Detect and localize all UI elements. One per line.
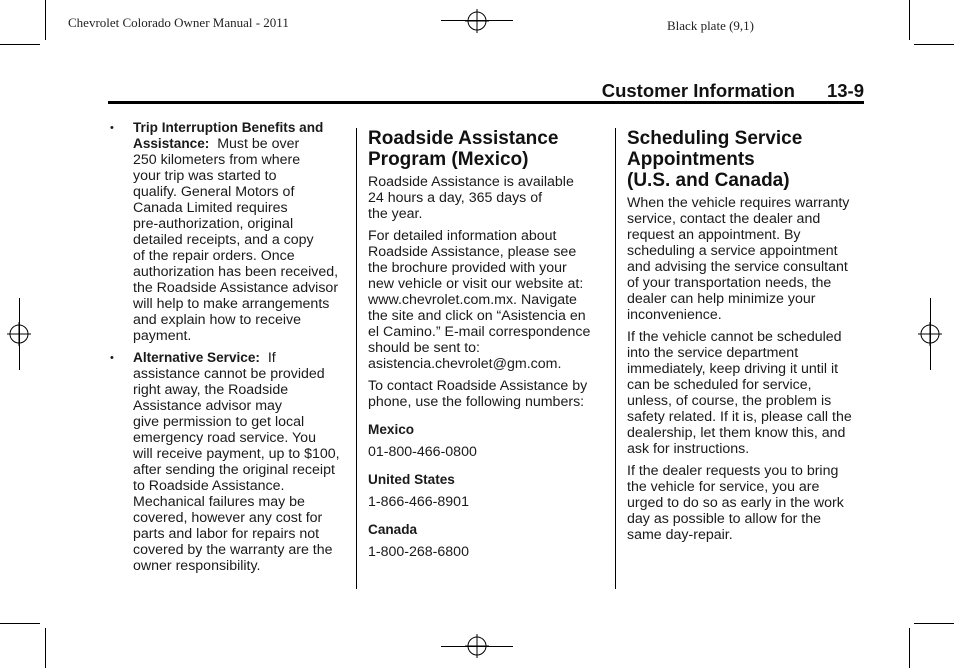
paragraph	[368, 174, 604, 222]
text-line: authorization has been received,	[133, 264, 339, 280]
text-line: dealership, let them know this, and	[627, 425, 846, 441]
column-middle	[368, 120, 604, 568]
bullet-icon: •	[110, 352, 114, 364]
registration-mark-icon	[7, 322, 31, 346]
text-line: el Camino.” E-mail correspondence	[368, 324, 591, 340]
text-line: If the vehicle cannot be scheduled	[627, 329, 842, 345]
text-line: covered by the warranty are the	[133, 542, 333, 558]
text-line: Canada Limited requires	[133, 200, 288, 216]
text-line: give permission to get local	[133, 414, 305, 430]
heading-line: Appointments	[627, 149, 755, 170]
crop-mark	[914, 623, 954, 624]
phone-label-mexico: Mexico	[368, 422, 415, 437]
text-line: right away, the Roadside	[133, 382, 289, 398]
running-head	[602, 80, 864, 102]
text-line: can be scheduled for service,	[627, 377, 812, 393]
text-line: If the dealer requests you to bring	[627, 463, 839, 479]
text-line: safety related. If it is, please call the	[627, 409, 852, 425]
paragraph	[368, 228, 604, 372]
text-line: Assistance advisor may	[133, 398, 283, 414]
column-left	[108, 120, 348, 580]
phone-label-us: United States	[368, 472, 455, 487]
paragraph	[627, 329, 863, 457]
plate-number: Black plate (9,1)	[667, 18, 754, 33]
text-line: to Roadside Assistance.	[133, 478, 285, 494]
heading-line: Scheduling Service	[627, 128, 803, 149]
registration-mark-icon	[918, 322, 942, 346]
crop-mark	[45, 0, 46, 40]
section-heading	[627, 128, 863, 191]
text-line: the site and click on “Asistencia en	[368, 308, 586, 324]
text-line: immediately, keep driving it until it	[627, 361, 839, 377]
text-line: assistance cannot be provided	[133, 366, 325, 382]
crop-mark	[914, 44, 954, 45]
text-line: after sending the original receipt	[133, 462, 335, 478]
text-line: unless, of course, the problem is	[627, 393, 832, 409]
text-line: Roadside Assistance, please see	[368, 244, 577, 260]
heading-line: Program (Mexico)	[368, 149, 529, 170]
text-line: and advising the service consultant	[627, 259, 848, 275]
phone-label-canada: Canada	[368, 522, 418, 537]
phone-number-mexico: 01-800-466-0800	[368, 444, 477, 460]
section-heading	[368, 128, 604, 170]
text-line: the Roadside Assistance advisor	[133, 280, 339, 296]
text-line: your trip was started to	[133, 168, 277, 184]
heading-line: Roadside Assistance	[368, 128, 559, 149]
text-line: For detailed information about	[368, 228, 557, 244]
crop-mark	[45, 628, 46, 668]
website-link[interactable]: www.chevrolet.com.mx. Navigate	[368, 292, 577, 308]
text-line: dealer can help minimize your	[627, 291, 816, 307]
registration-mark-icon	[465, 9, 489, 33]
text-line: scheduling a service appointment	[627, 243, 838, 259]
text-line: the vehicle for service, you are	[627, 479, 820, 495]
text-line: 250 kilometers from where	[133, 152, 301, 168]
text-line: will receive payment, up to $100,	[133, 446, 340, 462]
text-line: phone, use the following numbers:	[368, 394, 585, 410]
text-line: of your transportation needs, the	[627, 275, 832, 291]
text-line: pre-authorization, original	[133, 216, 294, 232]
text-line: Roadside Assistance is available	[368, 174, 574, 190]
list-item	[108, 350, 348, 574]
column-right	[627, 120, 863, 549]
text-line: Must be over	[217, 136, 300, 152]
text-line: day as possible to allow for the	[627, 511, 822, 527]
crop-mark	[909, 628, 910, 668]
heading-line: (U.S. and Canada)	[627, 170, 790, 191]
list-item-text	[133, 350, 348, 574]
registration-mark-icon	[465, 634, 489, 658]
text-line: urged to do so as early in the work	[627, 495, 844, 511]
text-line: emergency road service. You	[133, 430, 316, 446]
text-line: To contact Roadside Assistance by	[368, 378, 588, 394]
text-line: service, contact the dealer and	[627, 211, 821, 227]
text-line: new vehicle or visit our website at:	[368, 276, 584, 292]
email-link[interactable]: asistencia.chevrolet@gm.com.	[368, 356, 562, 372]
text-line: payment.	[133, 328, 192, 344]
text-line: owner responsibility.	[133, 558, 261, 574]
item-title: Alternative Service:	[133, 350, 260, 365]
text-line: ask for instructions.	[627, 441, 750, 457]
bullet-icon: •	[110, 122, 114, 134]
paragraph	[627, 463, 863, 543]
text-line: If	[267, 350, 276, 366]
text-line: qualify. General Motors of	[133, 184, 295, 200]
item-title: Trip Interruption Benefits and Assistance:	[133, 120, 324, 151]
text-line: of the repair orders. Once	[133, 248, 295, 264]
crop-mark	[909, 0, 910, 40]
text-line: will help to make arrangements	[133, 296, 330, 312]
text-line: 24 hours a day, 365 days of	[368, 190, 543, 206]
phone-number-canada: 1-800-268-6800	[368, 544, 469, 560]
text-line: should be sent to:	[368, 340, 481, 356]
text-line: inconvenience.	[627, 307, 722, 323]
text-line: the brochure provided with your	[368, 260, 567, 276]
paragraph	[368, 378, 604, 410]
column-divider	[615, 128, 616, 589]
text-line: the year.	[368, 206, 423, 222]
phone-number-us: 1-866-466-8901	[368, 494, 469, 510]
column-divider	[356, 128, 357, 589]
section-title: Customer Information	[601, 80, 795, 101]
header-rule	[108, 101, 864, 104]
plate-title: Chevrolet Colorado Owner Manual - 2011	[68, 15, 289, 30]
page-number: 13-9	[826, 80, 864, 101]
text-line: Mechanical failures may be	[133, 494, 305, 510]
text-line: same day-repair.	[627, 527, 733, 543]
text-line: When the vehicle requires warranty	[627, 195, 850, 211]
text-line: detailed receipts, and a copy	[133, 232, 314, 248]
text-line: covered, however any cost for	[133, 510, 323, 526]
list-item-text	[133, 120, 348, 344]
text-line: parts and labor for repairs not	[133, 526, 320, 542]
text-line: and explain how to receive	[133, 312, 301, 328]
text-line: request an appointment. By	[627, 227, 801, 243]
crop-mark	[0, 623, 40, 624]
paragraph	[627, 195, 863, 323]
crop-mark	[0, 44, 40, 45]
list-item	[108, 120, 348, 344]
text-line: into the service department	[627, 345, 799, 361]
